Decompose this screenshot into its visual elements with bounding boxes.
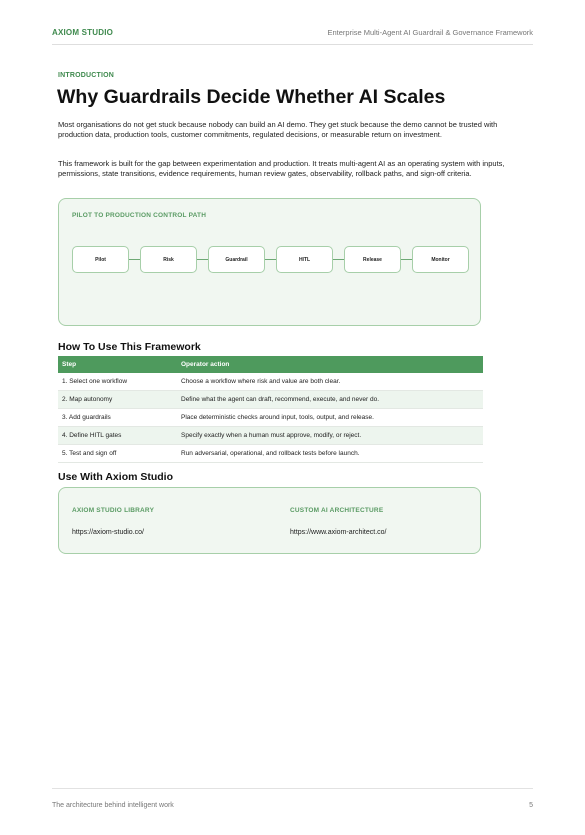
flow-step-risk: Risk [140,246,197,273]
table-cell-step: 4. Define HITL gates [58,427,177,445]
table-row [58,409,483,427]
page-title: Why Guardrails Decide Whether AI Scales [57,86,446,108]
header-brand: AXIOM STUDIO [52,28,114,37]
footer-divider [52,788,533,789]
library-link[interactable]: https://axiom-studio.co/ [72,529,144,536]
flow-connector [129,259,140,260]
flow-step-monitor: Monitor [412,246,469,273]
flow-connector [197,259,208,260]
table-cell-action: Define what the agent can draft, recommend, execute, and never do. [177,391,483,409]
library-label: AXIOM STUDIO LIBRARY [72,507,155,514]
header-document-title: Enterprise Multi-Agent AI Guardrail & Governance Framework [327,28,533,37]
intro-paragraph-2: This framework is built for the gap between experimentation and production. It treats multi-agent AI as an operating system with inputs, permissions, state transitions, evidence requirements, human review gates, observability, rollback paths, and sign-off criteria. [58,159,505,178]
header-divider [52,44,533,45]
studio-links-card [58,487,481,554]
table-cell-step: 5. Test and sign off [58,445,177,463]
table-cell-action: Choose a workflow where risk and value are both clear. [177,373,483,391]
flow-step-guardrail: Guardrail [208,246,265,273]
page-number: 5 [529,802,533,809]
control-path-flow [72,246,469,273]
table-header-row [58,356,483,373]
table-cell-action: Specify exactly when a human must approve, modify, or reject. [177,427,483,445]
flow-connector [333,259,344,260]
table-cell-action: Place deterministic checks around input, tools, output, and release. [177,409,483,427]
flow-connector [401,259,412,260]
flow-step-hitl: HITL [276,246,333,273]
table-cell-action: Run adversarial, operational, and rollback tests before launch. [177,445,483,463]
control-path-label: PILOT TO PRODUCTION CONTROL PATH [72,212,207,219]
column-header-operator-action: Operator action [177,356,483,373]
architecture-link[interactable]: https://www.axiom-architect.co/ [290,529,387,536]
column-header-step: Step [58,356,177,373]
table-cell-step: 1. Select one workflow [58,373,177,391]
control-path-card [58,198,481,326]
flow-step-pilot: Pilot [72,246,129,273]
studio-heading: Use With Axiom Studio [58,471,174,483]
table-cell-step: 2. Map autonomy [58,391,177,409]
table-row [58,391,483,409]
table-row [58,427,483,445]
usage-table [58,356,483,463]
flow-connector [265,259,276,260]
table-cell-step: 3. Add guardrails [58,409,177,427]
section-eyebrow: INTRODUCTION [58,72,115,79]
intro-paragraph-1: Most organisations do not get stuck because nobody can build an AI demo. They get stuck because the demo cannot be trusted with production data, production tools, customer commitments, regulated decisions, or measurable return on investment. [58,120,498,139]
table-row [58,373,483,391]
architecture-label: CUSTOM AI ARCHITECTURE [290,507,384,514]
usage-heading: How To Use This Framework [58,341,201,353]
table-row [58,445,483,463]
footer-tagline: The architecture behind intelligent work [52,802,174,809]
flow-step-release: Release [344,246,401,273]
